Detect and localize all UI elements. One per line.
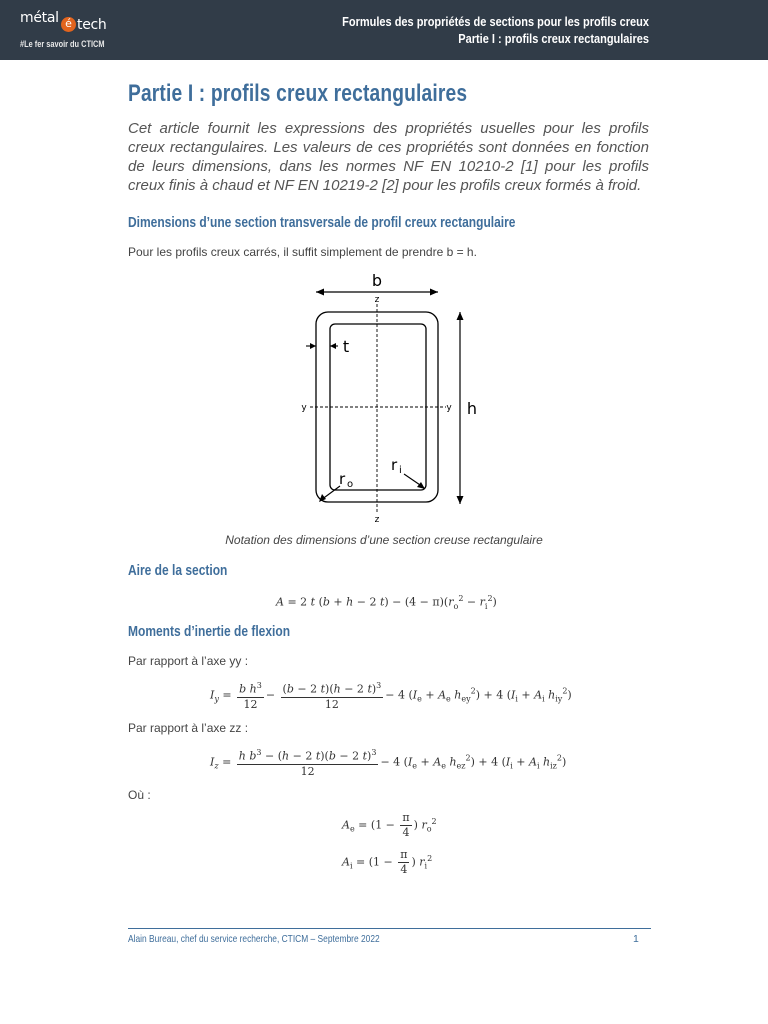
label-b: b (371, 271, 383, 290)
logo-tech-word: tech (77, 17, 107, 33)
label-h: h (466, 399, 478, 418)
rectangular-hollow-section-figure (296, 268, 486, 528)
intro-paragraph: Cet article fournit les expressions des propriétés usuelles pour les profils creux rectangulaires. Les valeurs de ces propriétés sont données en fonction de leurs dimensions, dans les normes NF EN 10210-2 [1] pour les profils creux finis à chaud et NF EN 10219-2 [2] pour les profils creux formés à froid. (128, 120, 649, 194)
where-text: Où : (128, 788, 151, 802)
header-title-line1: Formules des propriétés de sections pour les profils creux (342, 15, 649, 29)
section-heading-dimensions: Dimensions d’une section transversale de profil creux rectangulaire (128, 214, 516, 231)
header-title-line2: Partie I : profils creux rectangulaires (458, 32, 649, 46)
page-header (0, 0, 768, 60)
label-y-left: y (301, 403, 307, 413)
ae-formula: $A_e = (1$ − $\frac{\pi}{4}$ ) $r_o^2$ (342, 811, 437, 839)
footer-page-number: 1 (633, 933, 639, 945)
label-ro-sub: o (347, 479, 354, 490)
metal-e-tech-logo (20, 8, 130, 54)
label-y-right: y (446, 403, 452, 413)
h-arrow-bottom (457, 496, 464, 504)
t-arrow-left-head (310, 343, 316, 349)
page-title: Partie I : profils creux rectangulaires (128, 80, 468, 107)
footer-author: Alain Bureau, chef du service recherche, CTICM – Septembre 2022 (128, 933, 380, 945)
h-arrow-top (457, 312, 464, 320)
ai-formula: $A_i = (1$ − $\frac{\pi}{4}$ ) $r_i^2$ (342, 848, 433, 876)
label-z-bottom: z (374, 515, 380, 525)
dimensions-text: Pour les profils creux carrés, il suffit simplement de prendre b = h. (128, 245, 477, 259)
section-heading-inertia: Moments d’inertie de flexion (128, 623, 291, 640)
b-arrow-left (316, 289, 324, 296)
figure-caption: Notation des dimensions d’une section creuse rectangulaire (225, 533, 543, 547)
logo-e-circle: é (61, 17, 76, 32)
label-ro: r (339, 470, 346, 488)
label-z-top: z (374, 295, 380, 305)
iz-formula: $I_z$ = $\frac{h b^3 - (h - 2 t)(b - 2 t)^3}{12}$ − 4 ($I_e + A_e$ $h_{ez}^2) + 4$ ($I_i + A_i$ $h_{iz}^2$) (210, 748, 567, 778)
area-formula: A = 2 t (b + h − 2 $t) - (4 - \pi)(r_o^2 - r_i^2)$ (276, 594, 497, 611)
about-zz-text: Par rapport à l’axe zz : (128, 721, 249, 735)
b-arrow-right (430, 289, 438, 296)
logo-metal-word: métal (20, 10, 59, 26)
label-t: t (342, 337, 350, 356)
header-title-block (249, 14, 649, 48)
t-arrow-right-head (330, 343, 336, 349)
section-heading-area: Aire de la section (128, 562, 228, 579)
logo-tagline: #Le fer savoir du CTICM (20, 39, 105, 49)
label-ri: r (391, 456, 398, 474)
footer-divider (128, 928, 651, 929)
iy-formula: $I_y$ = $\frac{b h^3}{12}$ − $\frac{(b - 2 t)(h - 2 t)^3}{12}$ − 4 ($I_e + A_e$ $h_{ey}^2) + 4$ ($I_i + A_i$ $h_{iy}^2$) (210, 681, 572, 711)
about-yy-text: Par rapport à l’axe yy : (128, 654, 249, 668)
label-ri-sub: i (399, 465, 402, 476)
